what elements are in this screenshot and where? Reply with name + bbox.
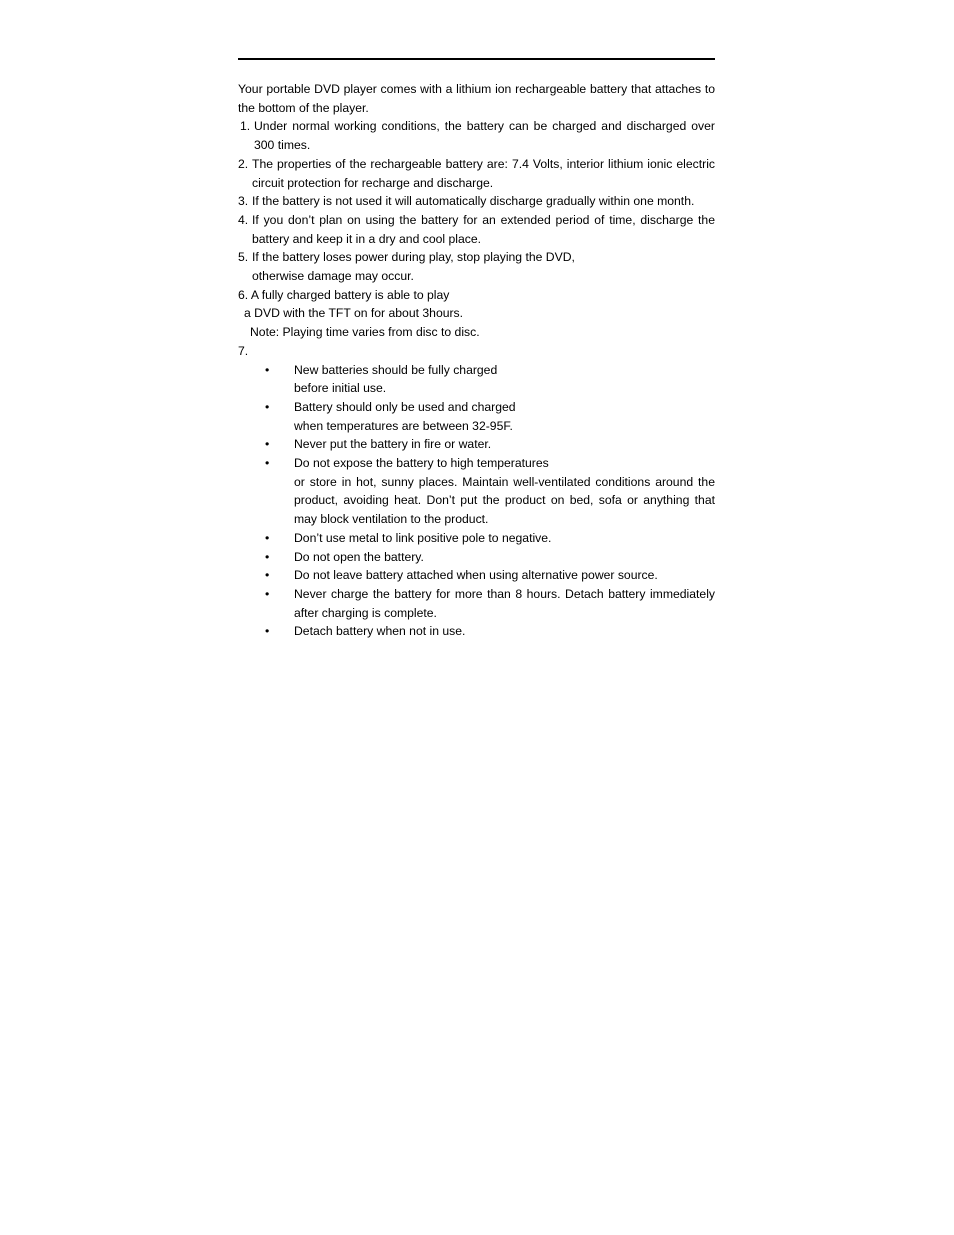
list-number: 1. <box>240 119 251 134</box>
bullet-icon: • <box>265 456 270 471</box>
intro-paragraph: Your portable DVD player comes with a lithium ion rechargeable battery that attaches to the bottom of the player. <box>238 82 715 115</box>
precaution-line-2: when temperatures are between 32-95F. <box>294 418 513 433</box>
list-text: If the battery is not used it will automatically discharge gradually within one month. <box>252 194 695 209</box>
list-item-4 <box>238 211 715 248</box>
list-item-2 <box>238 155 715 192</box>
precaution-line-1: Don’t use metal to link positive pole to negative. <box>294 530 552 545</box>
bullet-icon: • <box>265 437 270 452</box>
precaution-line-2: before initial use. <box>294 381 387 396</box>
list-text: If you don’t plan on using the battery for an extended period of time, discharge the battery and keep it in a dry and cool place. <box>252 212 715 246</box>
precaution-line-1: Do not leave battery attached when using alternative power source. <box>294 568 658 583</box>
document-page <box>238 58 715 641</box>
precaution-item <box>238 585 715 622</box>
list-text-line-2: otherwise damage may occur. <box>252 269 414 284</box>
precaution-item <box>238 548 715 567</box>
battery-section <box>238 80 715 641</box>
bullet-icon: • <box>265 586 270 601</box>
list-item-7-number: 7. <box>238 343 249 358</box>
precaution-item <box>238 566 715 585</box>
precaution-line-1: Detach battery when not in use. <box>294 624 466 639</box>
precaution-line-1: Never put the battery in fire or water. <box>294 437 492 452</box>
precaution-line-2: or store in hot, sunny places. Maintain well-ventilated conditions around the product, avoiding heat. Don’t put the product on bed, sofa or anything that may block ventilation to the product. <box>294 474 715 527</box>
precaution-item <box>238 361 715 398</box>
list-item-3 <box>238 192 715 211</box>
battery-precautions-list <box>238 361 715 642</box>
precaution-item <box>238 398 715 435</box>
list-number: 3. <box>238 194 249 209</box>
list-item-5 <box>238 248 715 285</box>
precaution-line-1: Do not expose the battery to high temperatures <box>294 456 549 471</box>
bullet-icon: • <box>265 530 270 545</box>
list-number: 2. <box>238 156 249 171</box>
precaution-line-1: Never charge the battery for more than 8 hours. Detach battery immediately after charging is complete. <box>294 586 715 620</box>
list-item-6-line-2: a DVD with the TFT on for about 3hours. <box>244 306 464 321</box>
playing-time-note: Note: Playing time varies from disc to disc. <box>250 325 480 340</box>
precaution-line-1: Do not open the battery. <box>294 549 424 564</box>
precaution-item <box>238 622 715 641</box>
list-number: 5. <box>238 250 249 265</box>
list-number: 4. <box>238 212 249 227</box>
bullet-icon: • <box>265 362 270 377</box>
list-text: The properties of the rechargeable battery are: 7.4 Volts, interior lithium ionic electric circuit protection for recharge and discharge. <box>252 156 715 190</box>
precaution-item <box>238 529 715 548</box>
precaution-line-1: New batteries should be fully charged <box>294 362 498 377</box>
bullet-icon: • <box>265 399 270 414</box>
list-item-1 <box>238 117 715 154</box>
precaution-item <box>238 454 715 529</box>
precaution-line-1: Battery should only be used and charged <box>294 399 516 414</box>
bullet-icon: • <box>265 624 270 639</box>
bullet-icon: • <box>265 568 270 583</box>
list-item-6-line-1: 6. A fully charged battery is able to play <box>238 287 450 302</box>
list-text-line-1: If the battery loses power during play, stop playing the DVD, <box>252 250 575 265</box>
precaution-item <box>238 435 715 454</box>
list-text: Under normal working conditions, the battery can be charged and discharged over 300 times. <box>254 119 715 153</box>
bullet-icon: • <box>265 549 270 564</box>
header-rule <box>238 58 715 60</box>
